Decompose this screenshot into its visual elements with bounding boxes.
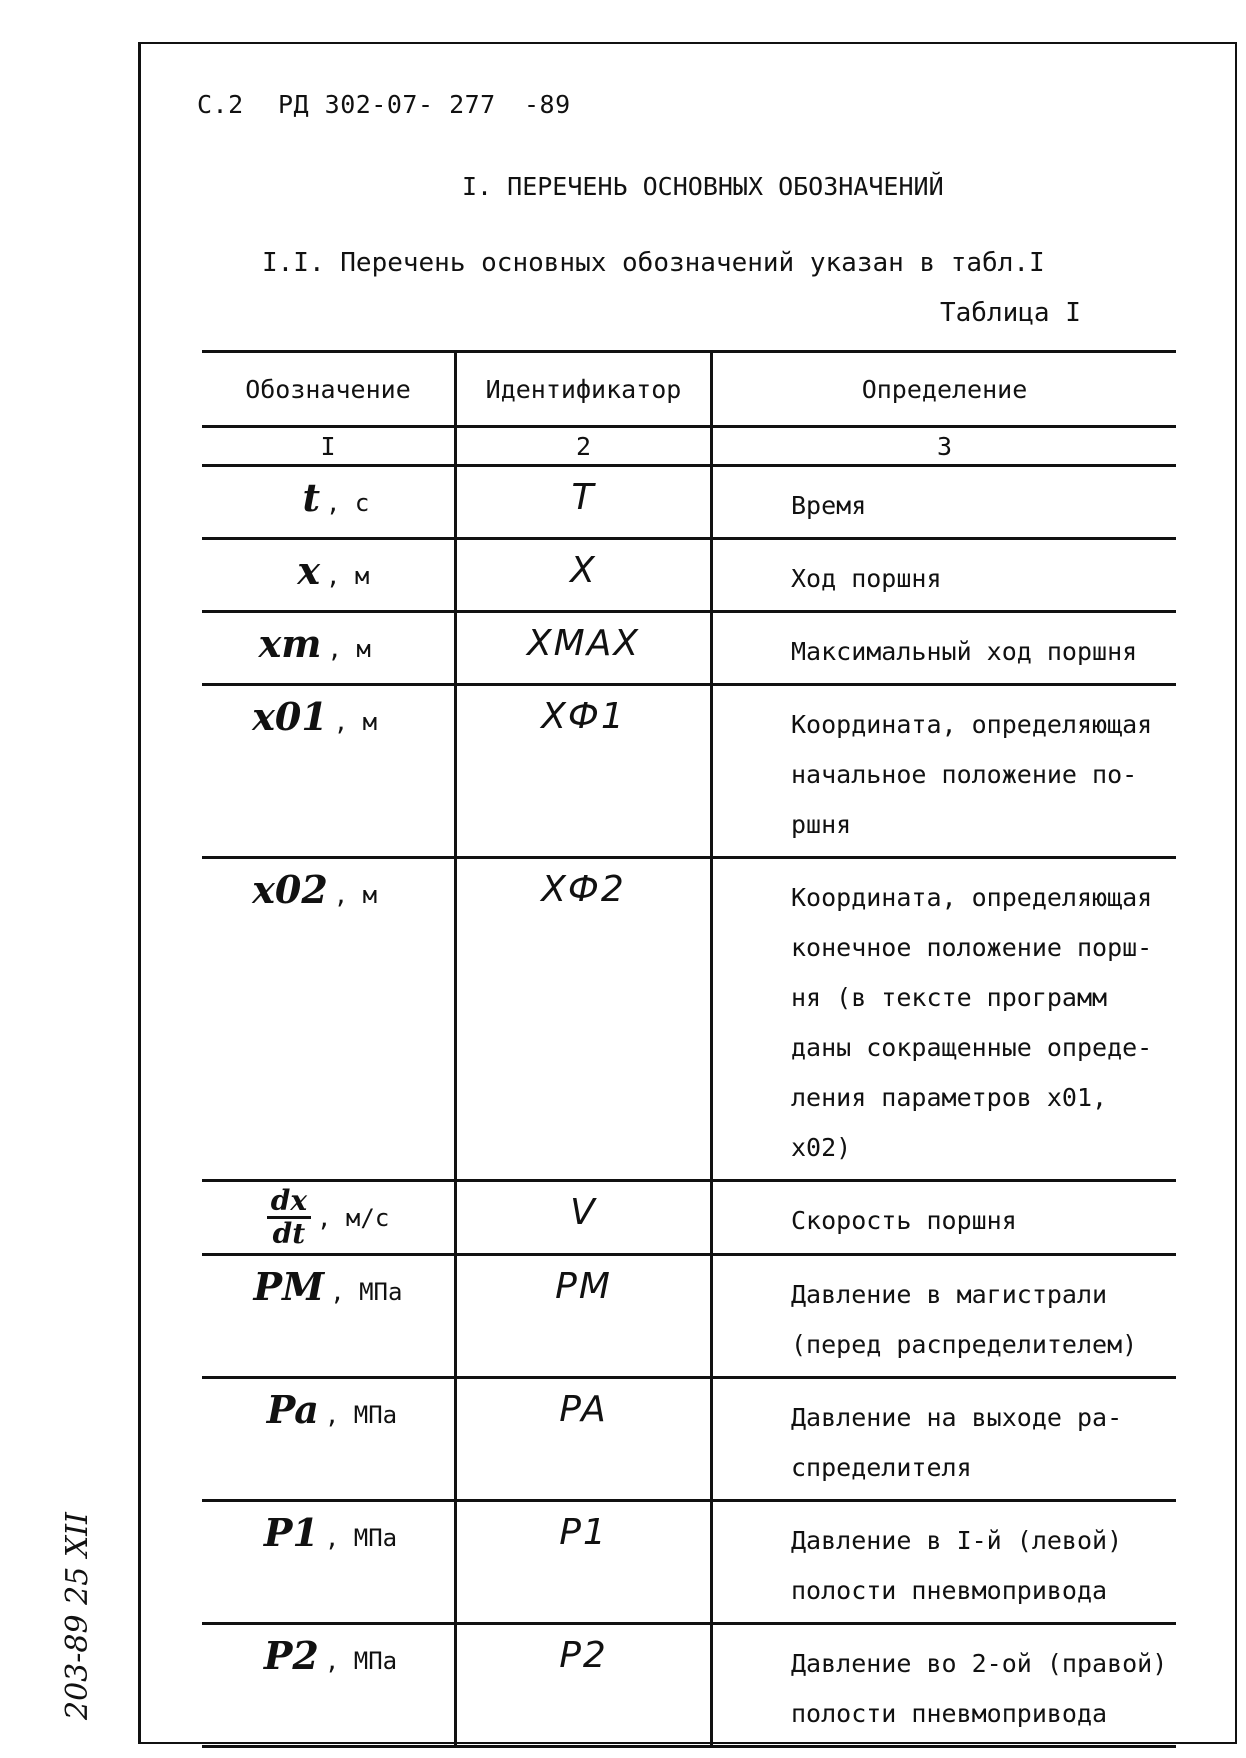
document-code: РД 302-07- 277 [278, 90, 496, 119]
page-number: С.2 [197, 90, 244, 119]
identifier: XФ2 [541, 869, 626, 910]
identifier: PM [555, 1266, 612, 1307]
fraction-numerator: dx [267, 1186, 311, 1219]
header-identifier: Идентификатор [456, 352, 712, 427]
unit: , МПа [324, 1647, 398, 1675]
definition-line: полости пневмопривода [791, 1576, 1108, 1605]
table-row [202, 858, 1176, 1181]
table-row [202, 1624, 1176, 1747]
identifier: T [571, 477, 596, 518]
definition-line: Координата, определяющая [791, 710, 1153, 739]
fraction-denominator: dt [272, 1217, 306, 1250]
unit: , с [326, 489, 370, 517]
table-row [202, 1378, 1176, 1501]
definition-line: Давление в магистрали [791, 1280, 1108, 1309]
unit: , м [333, 881, 378, 909]
table-row [202, 612, 1176, 685]
unit: , м/с [317, 1203, 390, 1232]
definition-line: начальное положение по- [791, 760, 1138, 789]
unit: , м [327, 635, 371, 663]
symbol: PM [253, 1264, 325, 1309]
col-number-2: 2 [456, 427, 712, 466]
identifier: P2 [559, 1635, 608, 1676]
definition-line: Давление на выходе ра- [791, 1403, 1123, 1432]
table-row [202, 685, 1176, 858]
col-number-1: I [202, 427, 456, 466]
identifier: P1 [559, 1512, 608, 1553]
identifier: XMAX [526, 623, 640, 664]
definition-line: Время [791, 491, 867, 520]
definition-line: Скорость поршня [791, 1206, 1017, 1235]
table-row [202, 1181, 1176, 1255]
symbol: xm [258, 621, 322, 666]
intro-text: I.I. Перечень основных обозначений указан в табл.I [262, 248, 1045, 278]
document-year: -89 [524, 90, 571, 119]
symbol: P2 [263, 1633, 319, 1678]
col-number-3: 3 [712, 427, 1177, 466]
definition-line: Максимальный ход поршня [791, 637, 1138, 666]
definition-line: Давление во 2-ой (правой) [791, 1649, 1168, 1678]
header-definition: Определение [712, 352, 1177, 427]
unit: , МПа [330, 1278, 403, 1306]
symbol: x02 [252, 867, 328, 912]
symbol: t [302, 475, 320, 520]
symbol: x01 [252, 694, 328, 739]
header-designation: Обозначение [202, 352, 456, 427]
identifier: PA [559, 1389, 608, 1430]
symbol: x [297, 548, 320, 593]
derivative-fraction [267, 1186, 311, 1249]
symbol: P1 [263, 1510, 319, 1555]
identifier: V [570, 1192, 597, 1233]
section-title: I. ПЕРЕЧЕНЬ ОСНОВНЫХ ОБОЗНАЧЕНИЙ [462, 172, 944, 201]
table-row [202, 1501, 1176, 1624]
table-row [202, 466, 1176, 539]
definition-line: спределителя [791, 1453, 972, 1482]
definition-line: даны сокращенные опреде- [791, 1033, 1153, 1062]
definition-line: ления параметров x01, x02) [791, 1083, 1108, 1162]
definition-line: Координата, определяющая [791, 883, 1153, 912]
definition-line: полости пневмопривода [791, 1699, 1108, 1728]
unit: , МПа [324, 1524, 398, 1552]
unit: , МПа [324, 1401, 398, 1429]
table-row [202, 1255, 1176, 1378]
symbol: Pa [266, 1387, 319, 1432]
identifier: XФ1 [541, 696, 626, 737]
definition-line: ршня [791, 810, 852, 839]
unit: , м [326, 562, 370, 590]
definition-line: конечное положение порш- [791, 933, 1153, 962]
table-name: Таблица I [940, 298, 1081, 328]
definition-line: ня (в тексте программ [791, 983, 1108, 1012]
identifier: X [570, 550, 597, 591]
definition-line: Давление в I-й (левой) [791, 1526, 1123, 1555]
handwritten-margin-note: 203-89 25 XII [60, 1512, 95, 1720]
unit: , м [333, 708, 378, 736]
definition-line: (перед распределителем) [791, 1330, 1138, 1359]
table-row [202, 539, 1176, 612]
designations-table [202, 350, 1176, 1748]
definition-line: Ход поршня [791, 564, 942, 593]
